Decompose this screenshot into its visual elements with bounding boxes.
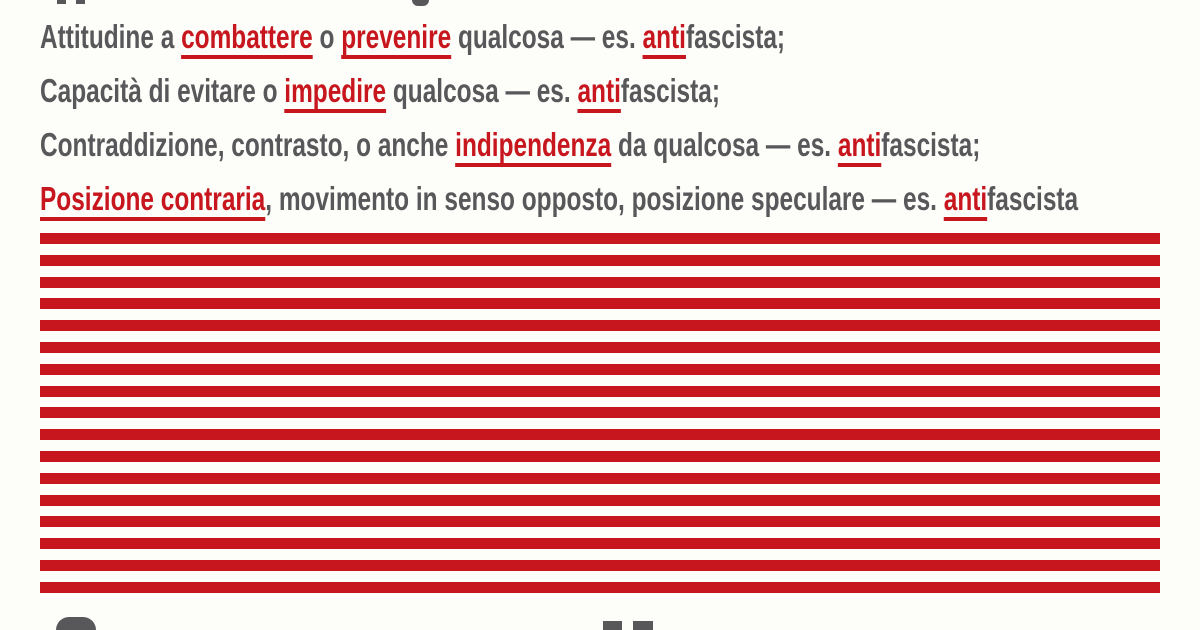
stripe	[40, 255, 1160, 266]
clipped-letter-fragment	[603, 621, 622, 630]
highlighted-term: anti	[642, 18, 686, 55]
highlighted-term: impedire	[284, 72, 387, 109]
stripe	[40, 451, 1160, 462]
highlighted-term: anti	[577, 72, 621, 109]
definition-text: Contraddizione, contrasto, o anche	[40, 126, 456, 163]
definition-text: Attitudine a	[40, 18, 182, 55]
highlighted-term: Posizione contraria	[40, 180, 266, 217]
stripe	[40, 233, 1160, 244]
highlighted-term: anti	[943, 180, 988, 217]
definition-line	[40, 73, 720, 109]
definition-text: Capacità di evitare o	[40, 72, 285, 109]
definition-text: o	[312, 18, 342, 55]
stripe	[40, 298, 1160, 309]
definition-text: fascista;	[881, 126, 981, 163]
stripe	[40, 516, 1160, 527]
definition-text: qualcosa — es.	[451, 18, 643, 55]
definition-text: fascista	[987, 180, 1079, 217]
highlighted-term: prevenire	[341, 18, 452, 55]
text-descender-fragment	[57, 0, 66, 4]
clipped-letter-fragment	[633, 621, 653, 630]
definition-line	[40, 19, 785, 55]
highlighted-term: combattere	[181, 18, 313, 55]
stripe	[40, 495, 1160, 506]
stripe	[40, 560, 1160, 571]
definition-line	[40, 181, 1078, 217]
highlighted-term: indipendenza	[455, 126, 612, 163]
definition-text: fascista;	[685, 18, 786, 55]
highlighted-term: anti	[837, 126, 882, 163]
definition-text: da qualcosa — es.	[611, 126, 838, 163]
stripe-pattern	[40, 233, 1160, 593]
stripe	[40, 429, 1160, 440]
definition-text: , movimento in senso opposto, posizione speculare — es.	[265, 180, 944, 217]
text-descender-fragment	[76, 0, 85, 4]
stripe	[40, 407, 1160, 418]
stripe	[40, 386, 1160, 397]
clipped-letter-fragment	[56, 617, 96, 630]
text-descender-fragment	[412, 0, 429, 6]
definition-text: qualcosa — es.	[386, 72, 578, 109]
definition-text: fascista;	[620, 72, 720, 109]
stripe	[40, 277, 1160, 288]
stripe	[40, 364, 1160, 375]
definition-line	[40, 127, 980, 163]
stripe	[40, 582, 1160, 593]
stripe	[40, 538, 1160, 549]
stripe	[40, 342, 1160, 353]
stripe	[40, 320, 1160, 331]
stripe	[40, 473, 1160, 484]
